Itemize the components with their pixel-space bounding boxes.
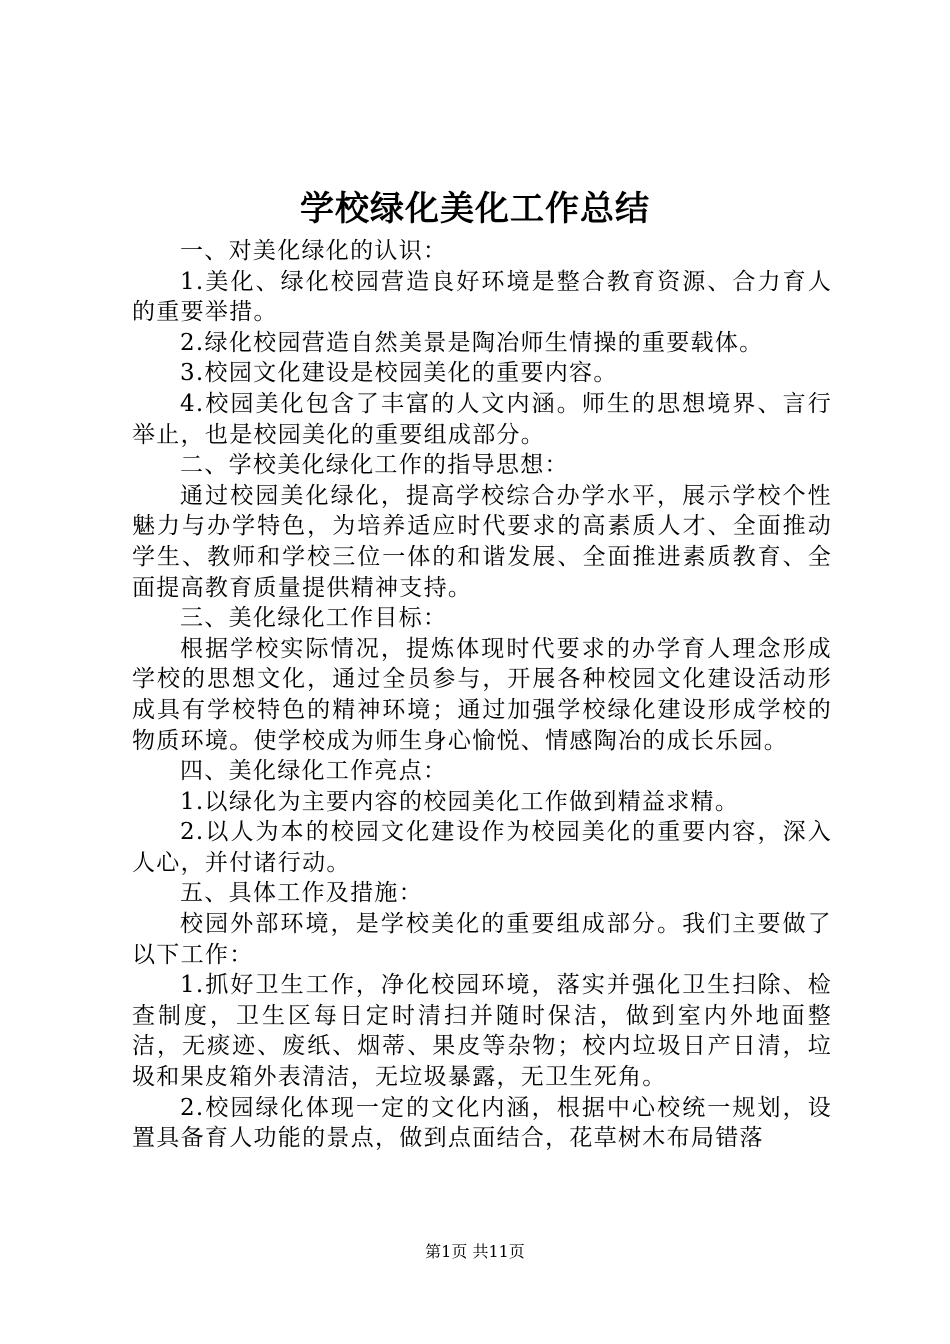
paragraph: 三、美化绿化工作目标： (180, 605, 448, 632)
paragraph: 校园外部环境，是学校美化的重要组成部分。我们主要做了以下工作： (132, 911, 832, 968)
page-footer: 第1页 共11页 (425, 1242, 525, 1261)
paragraph: 五、具体工作及措施： (180, 880, 423, 907)
paragraph: 二、学校美化绿化工作的指导思想： (180, 452, 569, 479)
paragraph: 2.以人为本的校园文化建设作为校园美化的重要内容，深入人心，并付诸行动。 (132, 819, 832, 876)
paragraph: 1.抓好卫生工作，净化校园环境，落实并强化卫生扫除、检查制度，卫生区每日定时清扫并随时保洁，做到室内外地面整洁，无痰迹、废纸、烟蒂、果皮等杂物；校内垃圾日产日清，垃圾和果皮箱外表清洁，无垃圾暴露，无卫生死角。 (132, 972, 832, 1091)
document-title: 学校绿化美化工作总结 (300, 189, 650, 229)
paragraph: 1.美化、绿化校园营造良好环境是整合教育资源、合力育人的重要举措。 (132, 268, 832, 326)
document-body (132, 236, 832, 1154)
paragraph: 四、美化绿化工作亮点： (180, 758, 448, 785)
paragraph: 2.绿化校园营造自然美景是陶冶师生情操的重要载体。 (180, 329, 764, 356)
paragraph: 3.校园文化建设是校园美化的重要内容。 (180, 360, 618, 387)
paragraph: 4.校园美化包含了丰富的人文内涵。师生的思想境界、言行举止，也是校园美化的重要组成部分。 (132, 390, 832, 448)
paragraph: 2.校园绿化体现一定的文化内涵，根据中心校统一规划，设置具备育人功能的景点，做到点面结合，花草树木布局错落 (132, 1094, 832, 1152)
paragraph: 一、对美化绿化的认识： (180, 238, 448, 264)
paragraph: 通过校园美化绿化，提高学校综合办学水平，展示学校个性魅力与办学特色，为培养适应时代要求的高素质人才、全面推动学生、教师和学校三位一体的和谐发展、全面推进素质教育、全面提高教育质量提供精神支持。 (132, 482, 832, 601)
paragraph: 根据学校实际情况，提炼体现时代要求的办学育人理念形成学校的思想文化，通过全员参与，开展各种校园文化建设活动形成具有学校特色的精神环境；通过加强学校绿化建设形成学校的物质环境。使学校成为师生身心愉悦、情感陶冶的成长乐园。 (132, 635, 832, 754)
paragraph: 1.以绿化为主要内容的校园美化工作做到精益求精。 (180, 788, 740, 815)
